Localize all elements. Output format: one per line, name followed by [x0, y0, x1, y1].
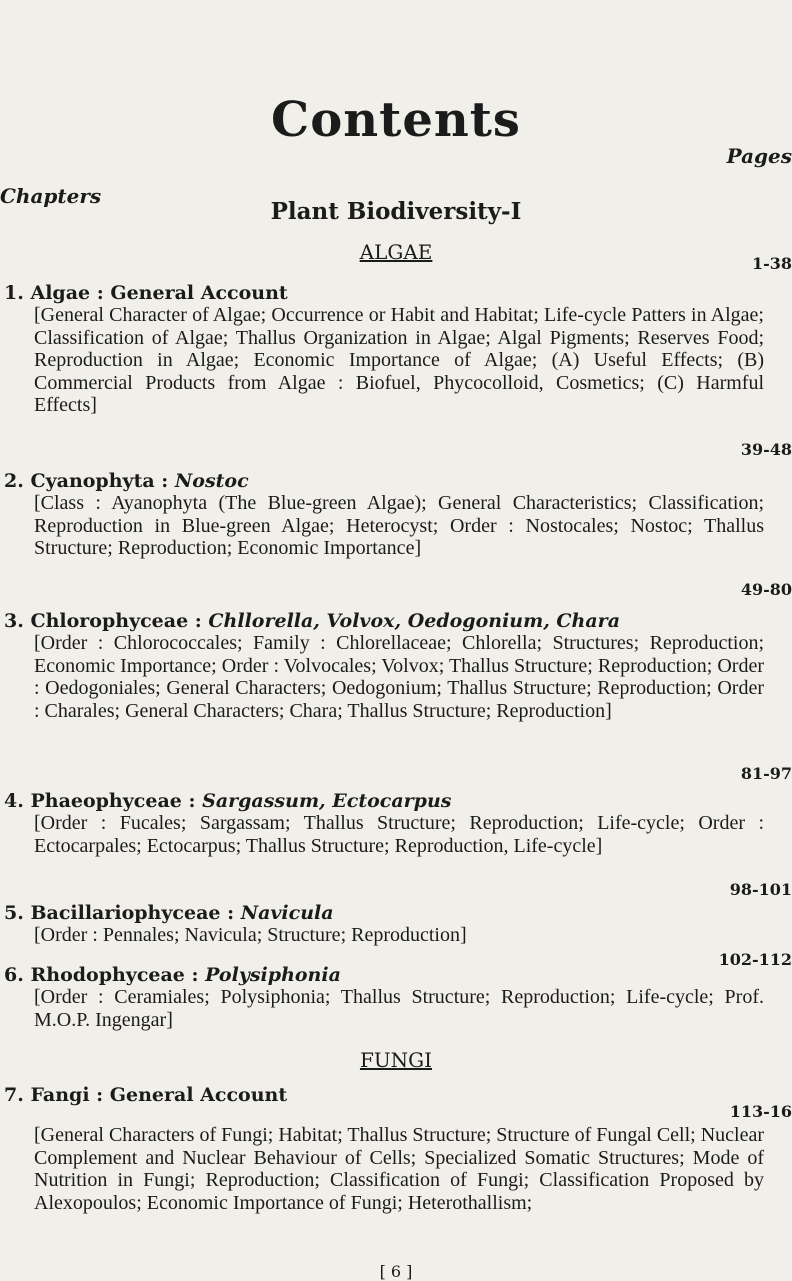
chapter-title [4, 964, 792, 986]
chapter-pages: 49-80 [740, 580, 792, 599]
chapter-pages: 1-38 [751, 254, 792, 273]
chapter-name: Cyanophyta : [30, 470, 175, 492]
chapter-title [4, 282, 792, 304]
chapter-name: Rhodophyceae : [30, 964, 206, 986]
chapter-description: [General Character of Algae; Occurrence or Habit and Habitat; Life-cycle Patters in Algae; Classification of Algae; Thallus Organization in Algae; Algal Pigments; Reserves Food; Reproduction in Algae; Economic Importance of Algae; (A) Useful Effects; (B) Commercial Products from Algae : Biofuel, Phycocolloid, Cosmetics; (C) Harmful Effects] [34, 304, 764, 416]
chapters-column-label: Chapters [0, 184, 102, 208]
chapter-number: 2. [4, 470, 24, 492]
chapter-genus: Sargassum, Ectocarpus [202, 790, 452, 812]
chapter-description: [Order : Chlorococcales; Family : Chlorellaceae; Chlorella; Structures; Reproduction; Economic Importance; Order : Volvocales; Volvox; Thallus Structure; Reproduction; Order : Oedogoniales; General Characters; Oedogonium; Thallus Structure; Reproduction; Order : Charales; General Characters; Chara; Thallus Structure; Reproduction] [34, 632, 764, 722]
chapter-entry-3 [4, 580, 792, 722]
chapter-pages: 102-112 [718, 950, 792, 969]
chapter-number: 3. [4, 610, 24, 632]
chapter-number: 5. [4, 902, 24, 924]
chapter-name: Algae : General Account [30, 282, 288, 304]
chapter-pages: 81-97 [740, 764, 792, 783]
chapter-name: Bacillariophyceae : [30, 902, 241, 924]
pages-column-label: Pages [726, 144, 792, 168]
chapter-description: [Order : Fucales; Sargassam; Thallus Structure; Reproduction; Life-cycle; Order : Ectocarpales; Ectocarpus; Thallus Structure; Reproduction, Life-cycle] [34, 812, 764, 857]
chapter-name: Phaeophyceae : [30, 790, 203, 812]
chapter-number: 4. [4, 790, 24, 812]
part-title: Plant Biodiversity-I [270, 198, 522, 225]
page-number: [ 6 ] [379, 1262, 413, 1281]
chapter-genus: Polysiphonia [205, 964, 341, 986]
chapter-title [4, 790, 792, 812]
chapter-name: Chlorophyceae : [30, 610, 209, 632]
section-heading-algae: ALGAE [359, 240, 433, 264]
section-heading-fungi: FUNGI [359, 1048, 433, 1072]
chapter-entry-4 [4, 764, 792, 857]
chapter-genus: Chllorella, Volvox, Oedogonium, Chara [208, 610, 621, 632]
chapter-number: 7. [4, 1084, 24, 1106]
chapter-entry-1 [4, 254, 792, 417]
chapter-title [4, 1084, 792, 1106]
chapter-entry-5 [4, 880, 792, 947]
chapter-genus: Nostoc [174, 470, 249, 492]
page-title: Contents [271, 92, 521, 148]
chapter-description: [Order : Ceramiales; Polysiphonia; Thallus Structure; Reproduction; Life-cycle; Prof. M.O.P. Ingengar] [34, 986, 764, 1031]
chapter-number: 1. [4, 282, 24, 304]
chapter-description: [Order : Pennales; Navicula; Structure; Reproduction] [34, 924, 467, 946]
chapter-number: 6. [4, 964, 24, 986]
chapter-entry-6 [4, 950, 792, 1031]
chapter-description: [Class : Ayanophyta (The Blue-green Algae); General Characteristics; Classification; Reproduction in Blue-green Algae; Heterocyst; Order : Nostocales; Nostoc; Thallus Structure; Reproduction; Economic Importance] [34, 492, 764, 559]
chapter-entry-7 [4, 1084, 792, 1214]
chapter-pages: 39-48 [740, 440, 792, 459]
chapter-name: Fangi : General Account [30, 1084, 288, 1106]
chapter-entry-2 [4, 440, 792, 560]
chapter-title [4, 902, 792, 924]
chapter-pages: 98-101 [729, 880, 792, 899]
chapter-title [4, 470, 792, 492]
chapter-description: [General Characters of Fungi; Habitat; Thallus Structure; Structure of Fungal Cell; Nuclear Complement and Nuclear Behaviour of Cells; Specialized Somatic Structures; Mode of Nutrition in Fungi; Reproduction; Classification of Fungi; Classification Proposed by Alexopoulos; Economic Importance of Fungi; Heterothallism; [34, 1124, 764, 1214]
chapter-genus: Navicula [240, 902, 334, 924]
chapter-title [4, 610, 792, 632]
chapter-pages: 113-16 [729, 1102, 792, 1121]
